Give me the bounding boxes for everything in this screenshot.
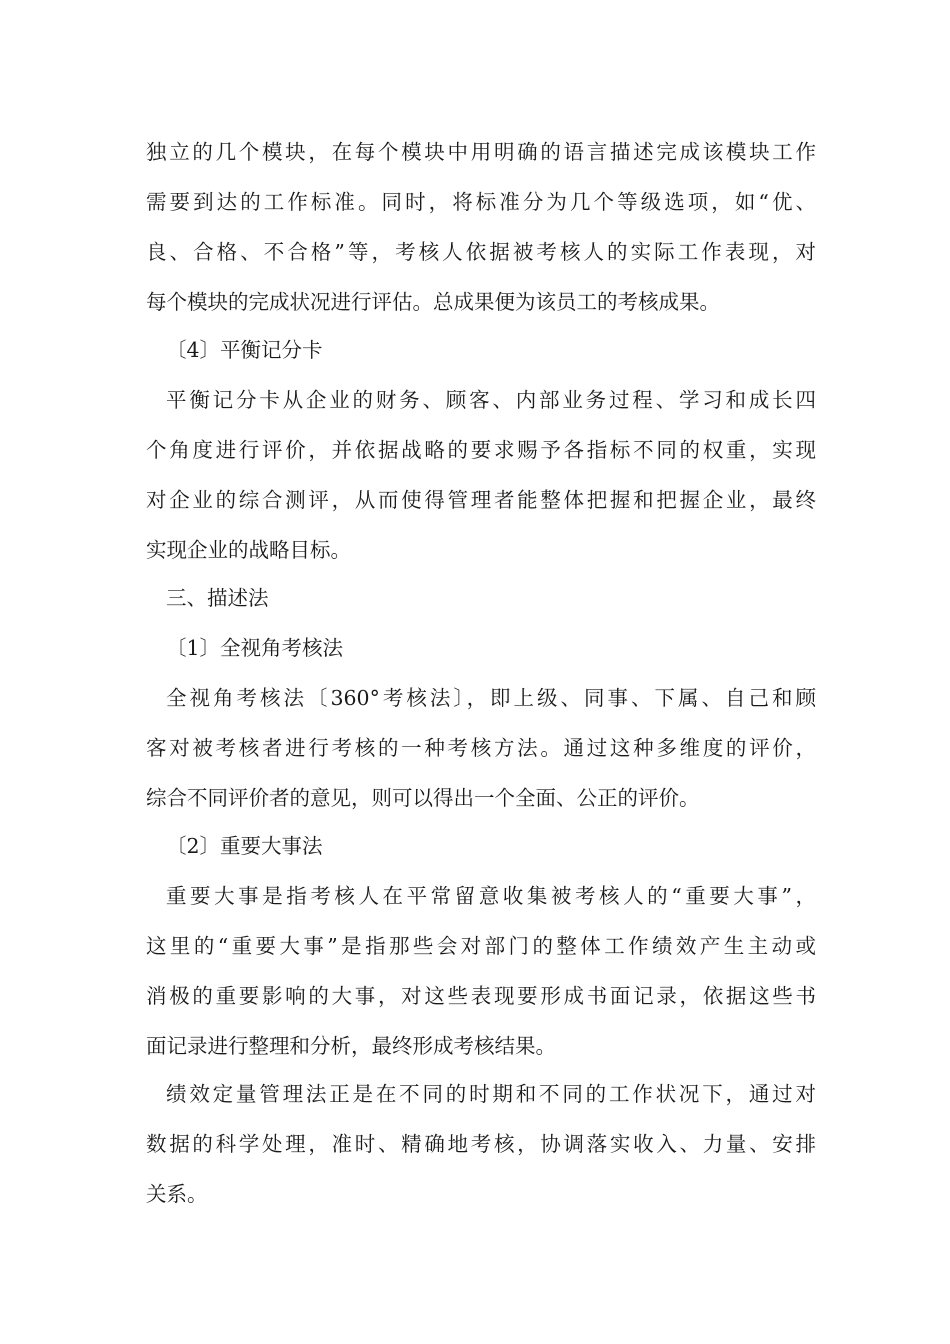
- paragraph-line: 消极的重要影响的大事，对这些表现要形成书面记录，依据这些书: [146, 984, 816, 1008]
- paragraph-line: 个角度进行评价，并依据战略的要求赐予各指标不同的权重，实现: [146, 438, 816, 462]
- paragraph-line: 良、合格、不合格”等，考核人依据被考核人的实际工作表现，对: [146, 240, 816, 264]
- paragraph-line: 重要大事是指考核人在平常留意收集被考核人的“重要大事”，: [166, 884, 816, 908]
- paragraph-line: 对企业的综合测评，从而使得管理者能整体把握和把握企业，最终: [146, 488, 816, 512]
- paragraph-line: 平衡记分卡从企业的财务、顾客、内部业务过程、学习和成长四: [166, 388, 816, 412]
- paragraph-line: 每个模块的完成状况进行评估。总成果便为该员工的考核成果。: [146, 290, 720, 314]
- paragraph-line: 面记录进行整理和分析，最终形成考核结果。: [146, 1034, 556, 1058]
- section-heading: 〔4〕平衡记分卡: [166, 338, 323, 362]
- paragraph-line: 综合不同评价者的意见，则可以得出一个全面、公正的评价。: [146, 786, 700, 810]
- paragraph-line: 关系。: [146, 1182, 208, 1206]
- section-heading: 〔2〕重要大事法: [166, 834, 323, 858]
- paragraph-line: 这里的“重要大事”是指那些会对部门的整体工作绩效产生主动或: [146, 934, 816, 958]
- section-heading: 〔1〕全视角考核法: [166, 636, 344, 660]
- paragraph-line: 需要到达的工作标准。同时，将标准分为几个等级选项，如“优、: [146, 190, 816, 214]
- paragraph-line: 绩效定量管理法正是在不同的时期和不同的工作状况下，通过对: [166, 1082, 816, 1106]
- paragraph-line: 实现企业的战略目标。: [146, 538, 351, 562]
- paragraph-line: 独立的几个模块，在每个模块中用明确的语言描述完成该模块工作: [146, 140, 816, 164]
- paragraph-line: 全视角考核法〔360°考核法〕，即上级、同事、下属、自己和顾: [166, 686, 816, 710]
- paragraph-line: 客对被考核者进行考核的一种考核方法。通过这种多维度的评价，: [146, 736, 816, 760]
- paragraph-line: 数据的科学处理，准时、精确地考核，协调落实收入、力量、安排: [146, 1132, 816, 1156]
- section-heading: 三、描述法: [166, 586, 269, 610]
